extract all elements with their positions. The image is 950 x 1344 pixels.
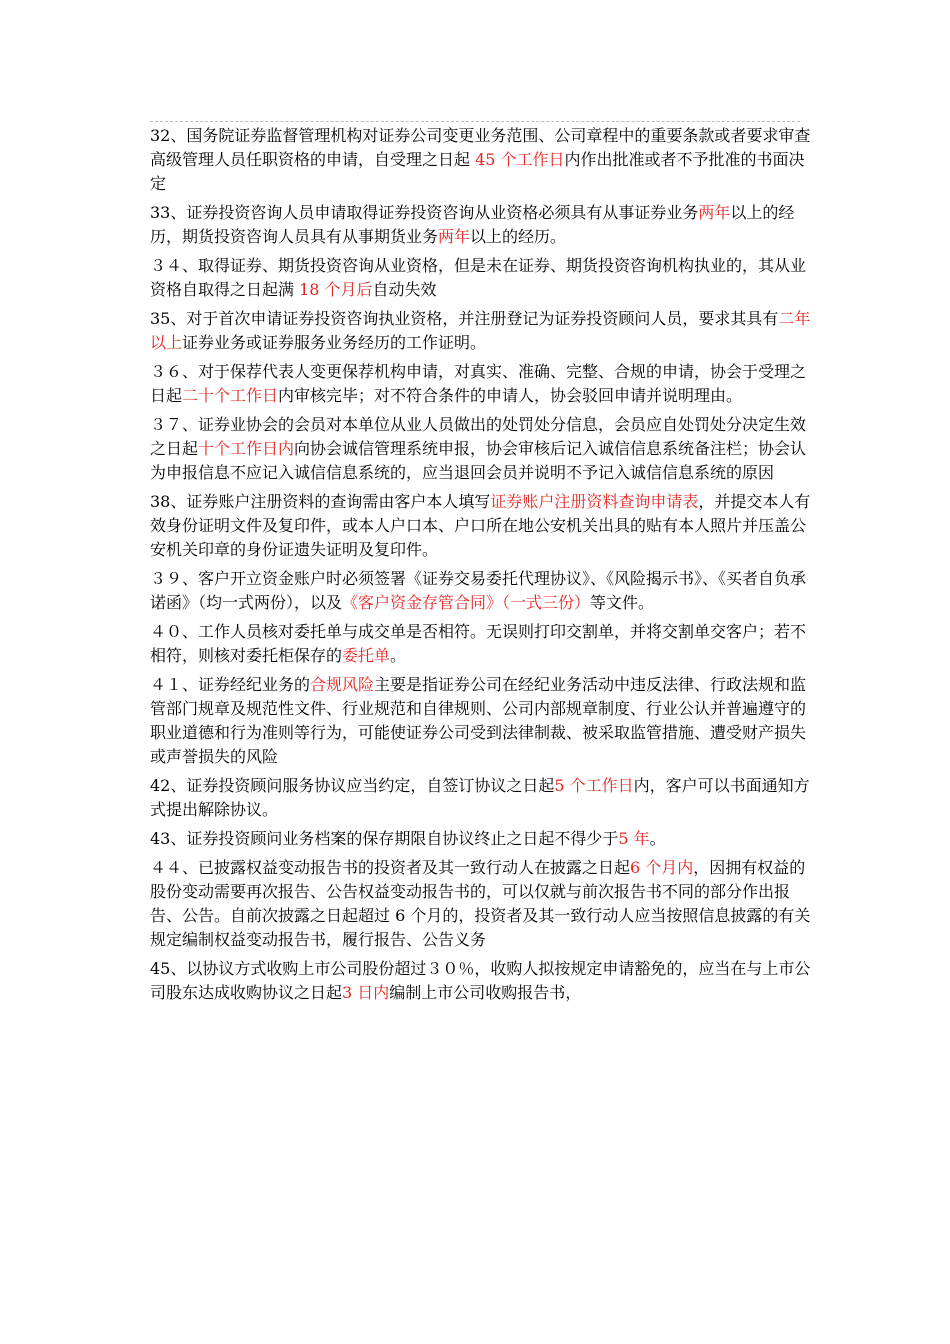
paragraph [150, 620, 815, 668]
paragraph-text: ４４、已披露权益变动报告书的投资者及其一致行动人在披露之日起 [150, 858, 631, 877]
header-divider [150, 121, 800, 122]
paragraph-text: 内审核完毕；对不符合条件的申请人，协会驳回申请并说明理由。 [278, 386, 743, 405]
paragraph-text: 。 [649, 829, 666, 848]
paragraph-text: 以上的经历。 [470, 227, 567, 246]
paragraph-text: 自动失效 [372, 280, 437, 299]
highlighted-text: 委托单 [342, 646, 391, 665]
paragraph-text: 主要是指证券公司在经纪业务活动中违反法律、行政法规和监管部门规章及规范性文件、行业规范和自律规则、公司内部规章制度、行业公认并普遍遵守的职业道德和行为准则等行为，可能使证券公司受到法律制裁、被采取监管措施、遭受财产损失或声誉损失的风险 [150, 675, 807, 766]
highlighted-text: 《客户资金存管合同》（一式三份） [342, 593, 591, 612]
paragraph-text: 42、证券投资顾问服务协议应当约定，自签订协议之日起 [150, 776, 555, 795]
paragraph [150, 124, 815, 196]
highlighted-text: 两年 [698, 203, 731, 222]
highlighted-text: 18 个月后 [299, 280, 373, 299]
highlighted-text: 5 个工作日 [554, 776, 634, 795]
paragraph-text: 等文件。 [590, 593, 655, 612]
paragraph-text: ，并提交本人有效身份证明文件及复印件，或本人户口本、户口所在地公安机关出具的贴有本人照片并压盖公安机关印章的身份证遗失证明及复印件。 [150, 492, 811, 559]
paragraph [150, 957, 815, 1005]
paragraph [150, 307, 815, 355]
highlighted-text: 两年 [438, 227, 471, 246]
highlighted-text: 合规风险 [310, 675, 375, 694]
paragraph-text: ３７、证券业协会的会员对本单位从业人员做出的处罚处分信息，会员应自处罚处分决定生效之日起 [150, 415, 807, 458]
paragraph [150, 413, 815, 485]
paragraph-text: 以上的经历，期货投资咨询人员具有从事期货业务 [150, 203, 795, 246]
paragraph-text: ４１、证券经纪业务的 [150, 675, 311, 694]
paragraph [150, 774, 815, 822]
highlighted-text: 3 日内 [342, 983, 390, 1002]
highlighted-text: 证券账户注册资料查询申请表 [490, 492, 699, 511]
paragraph-text: ，因拥有权益的股份变动需要再次报告、公告权益变动报告书的，可以仅就与前次报告书不同的部分作出报告、公告。自前次披露之日起超过 6 个月的，投资者及其一致行动人应当按照信息披露的有关规定编制权益变动报告书，履行报告、公告义务 [150, 858, 811, 949]
paragraph-text: ４０、工作人员核对委托单与成交单是否相符。无误则打印交割单，并将交割单交客户；若不相符，则核对委托柜保存的 [150, 622, 807, 665]
highlighted-text: 5 年 [618, 829, 650, 848]
paragraph-text: 35、对于首次申请证券投资咨询执业资格，并注册登记为证券投资顾问人员，要求其具有 [150, 309, 779, 328]
paragraph [150, 567, 815, 615]
paragraph [150, 827, 815, 851]
paragraph [150, 490, 815, 562]
paragraph-text: 43、证券投资顾问业务档案的保存期限自协议终止之日起不得少于 [150, 829, 619, 848]
paragraph-text: 33、证券投资咨询人员申请取得证券投资咨询从业资格必须具有从事证券业务 [150, 203, 699, 222]
paragraph [150, 201, 815, 249]
highlighted-text: 十个工作日内 [198, 439, 295, 458]
paragraph-text: 45、以协议方式收购上市公司股份超过３０％，收购人拟按规定申请豁免的，应当在与上市公司股东达成收购协议之日起 [150, 959, 811, 1002]
highlighted-text: 6 个月内 [630, 858, 694, 877]
paragraph-text: 32、国务院证券监督管理机构对证券公司变更业务范围、公司章程中的重要条款或者要求审查高级管理人员任职资格的申请，自受理之日起 [150, 126, 811, 169]
paragraph-text: ３９、客户开立资金账户时必须签署《证券交易委托代理协议》、《风险揭示书》、《买者自负承诺函》（均一式两份），以及 [150, 569, 807, 612]
paragraph-text: 编制上市公司收购报告书， [389, 983, 582, 1002]
paragraph-text: ３４、取得证券、期货投资咨询从业资格，但是未在证券、期货投资咨询机构执业的，其从业资格自取得之日起满 [150, 256, 807, 299]
paragraph-text: 内，客户可以书面通知方式提出解除协议。 [150, 776, 810, 819]
paragraph [150, 856, 815, 952]
document-body [150, 124, 815, 1010]
highlighted-text: 45 个工作日 [475, 150, 565, 169]
paragraph-text: 向协会诚信管理系统申报，协会审核后记入诚信信息系统备注栏；协会认为申报信息不应记入诚信信息系统的，应当退回会员并说明不予记入诚信信息系统的原因 [150, 439, 807, 482]
paragraph [150, 360, 815, 408]
paragraph-text: ３６、对于保荐代表人变更保荐机构申请，对真实、准确、完整、合规的申请，协会于受理之日起 [150, 362, 807, 405]
paragraph [150, 254, 815, 302]
paragraph-text: 证券业务或证券服务业务经历的工作证明。 [182, 333, 487, 352]
highlighted-text: 二年以上 [150, 309, 811, 352]
paragraph-text: 内作出批准或者不予批准的书面决定 [150, 150, 805, 193]
paragraph-text: 38、证券账户注册资料的查询需由客户本人填写 [150, 492, 491, 511]
paragraph-text: 。 [390, 646, 407, 665]
paragraph [150, 673, 815, 769]
highlighted-text: 二十个工作日 [182, 386, 279, 405]
